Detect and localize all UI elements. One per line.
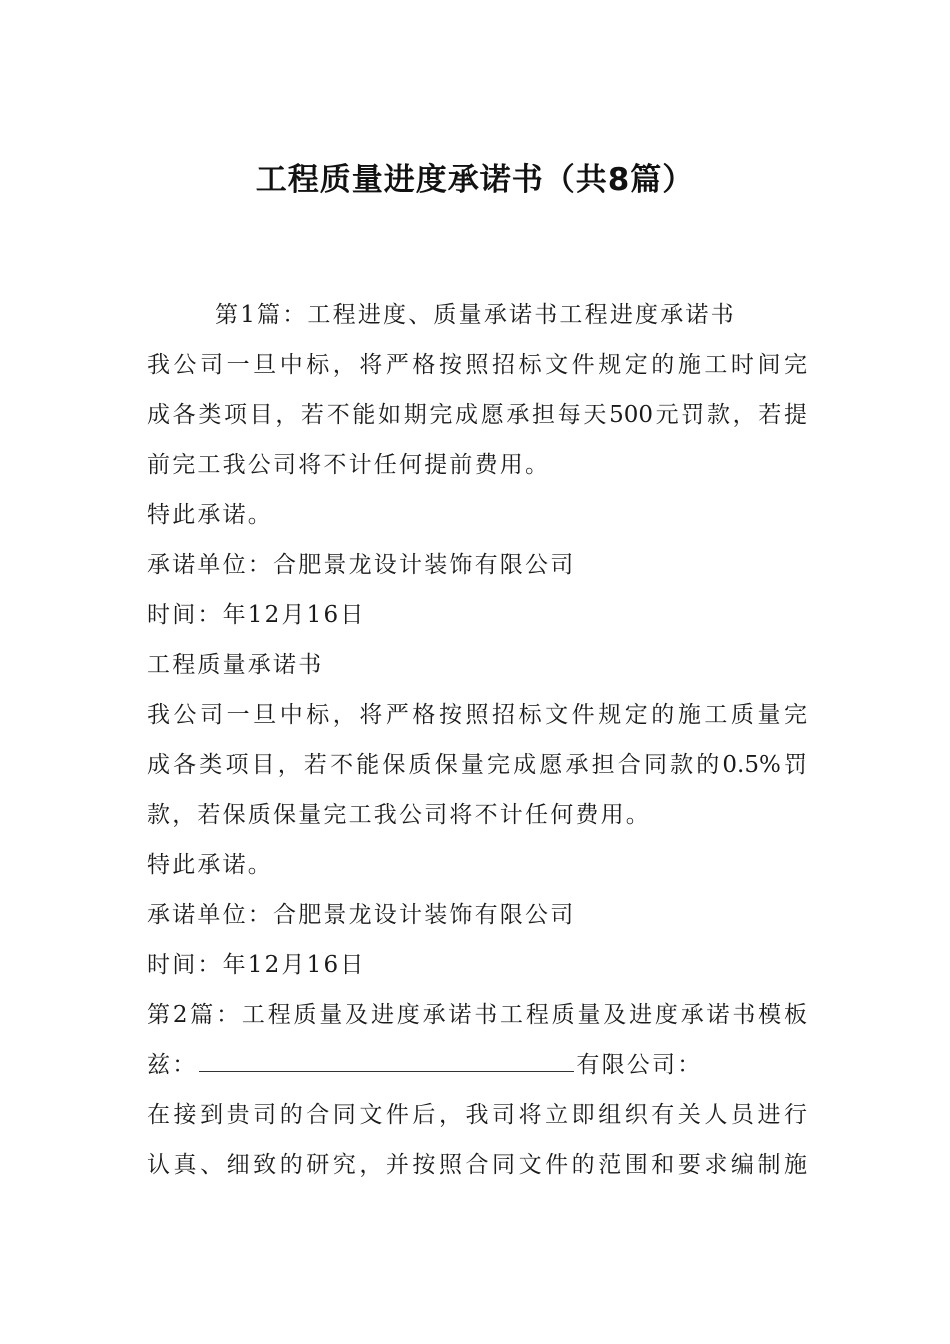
closing-statement: 特此承诺。 bbox=[147, 852, 273, 878]
section-heading-2: 第2篇：工程质量及进度承诺书工程质量及进度承诺书模板 bbox=[147, 1002, 807, 1028]
paragraph-line: 我公司一旦中标，将严格按照招标文件规定的施工时间完 bbox=[147, 352, 807, 378]
paragraph-line: 款，若保质保量完工我公司将不计任何费用。 bbox=[147, 802, 651, 828]
document-title: 工程质量进度承诺书（共8篇） bbox=[255, 162, 695, 198]
paragraph-line: 成各类项目，若不能如期完成愿承担每天500元罚款，若提 bbox=[147, 402, 807, 428]
date-line: 时间：年12月16日 bbox=[147, 602, 366, 628]
closing-statement: 特此承诺。 bbox=[147, 502, 273, 528]
paragraph-line: 认真、细致的研究，并按照合同文件的范围和要求编制施 bbox=[147, 1152, 807, 1178]
date-line: 时间：年12月16日 bbox=[147, 952, 366, 978]
paragraph-line: 成各类项目，若不能保质保量完成愿承担合同款的0.5%罚 bbox=[147, 752, 807, 778]
committing-unit: 承诺单位：合肥景龙设计装饰有限公司 bbox=[147, 902, 576, 928]
committing-unit: 承诺单位：合肥景龙设计装饰有限公司 bbox=[147, 552, 576, 578]
fill-in-blank bbox=[199, 1045, 574, 1072]
paragraph-line: 在接到贵司的合同文件后，我司将立即组织有关人员进行 bbox=[147, 1102, 807, 1128]
paragraph-line: 我公司一旦中标，将严格按照招标文件规定的施工质量完 bbox=[147, 702, 807, 728]
subsection-heading: 工程质量承诺书 bbox=[147, 652, 324, 678]
salutation-prefix: 兹： bbox=[147, 1052, 198, 1078]
salutation-line bbox=[147, 1040, 807, 1090]
salutation-suffix: 有限公司： bbox=[576, 1052, 703, 1078]
section-heading-1: 第1篇：工程进度、质量承诺书工程进度承诺书 bbox=[215, 302, 736, 328]
document-body bbox=[147, 290, 807, 1190]
paragraph-line: 前完工我公司将不计任何提前费用。 bbox=[147, 452, 551, 478]
